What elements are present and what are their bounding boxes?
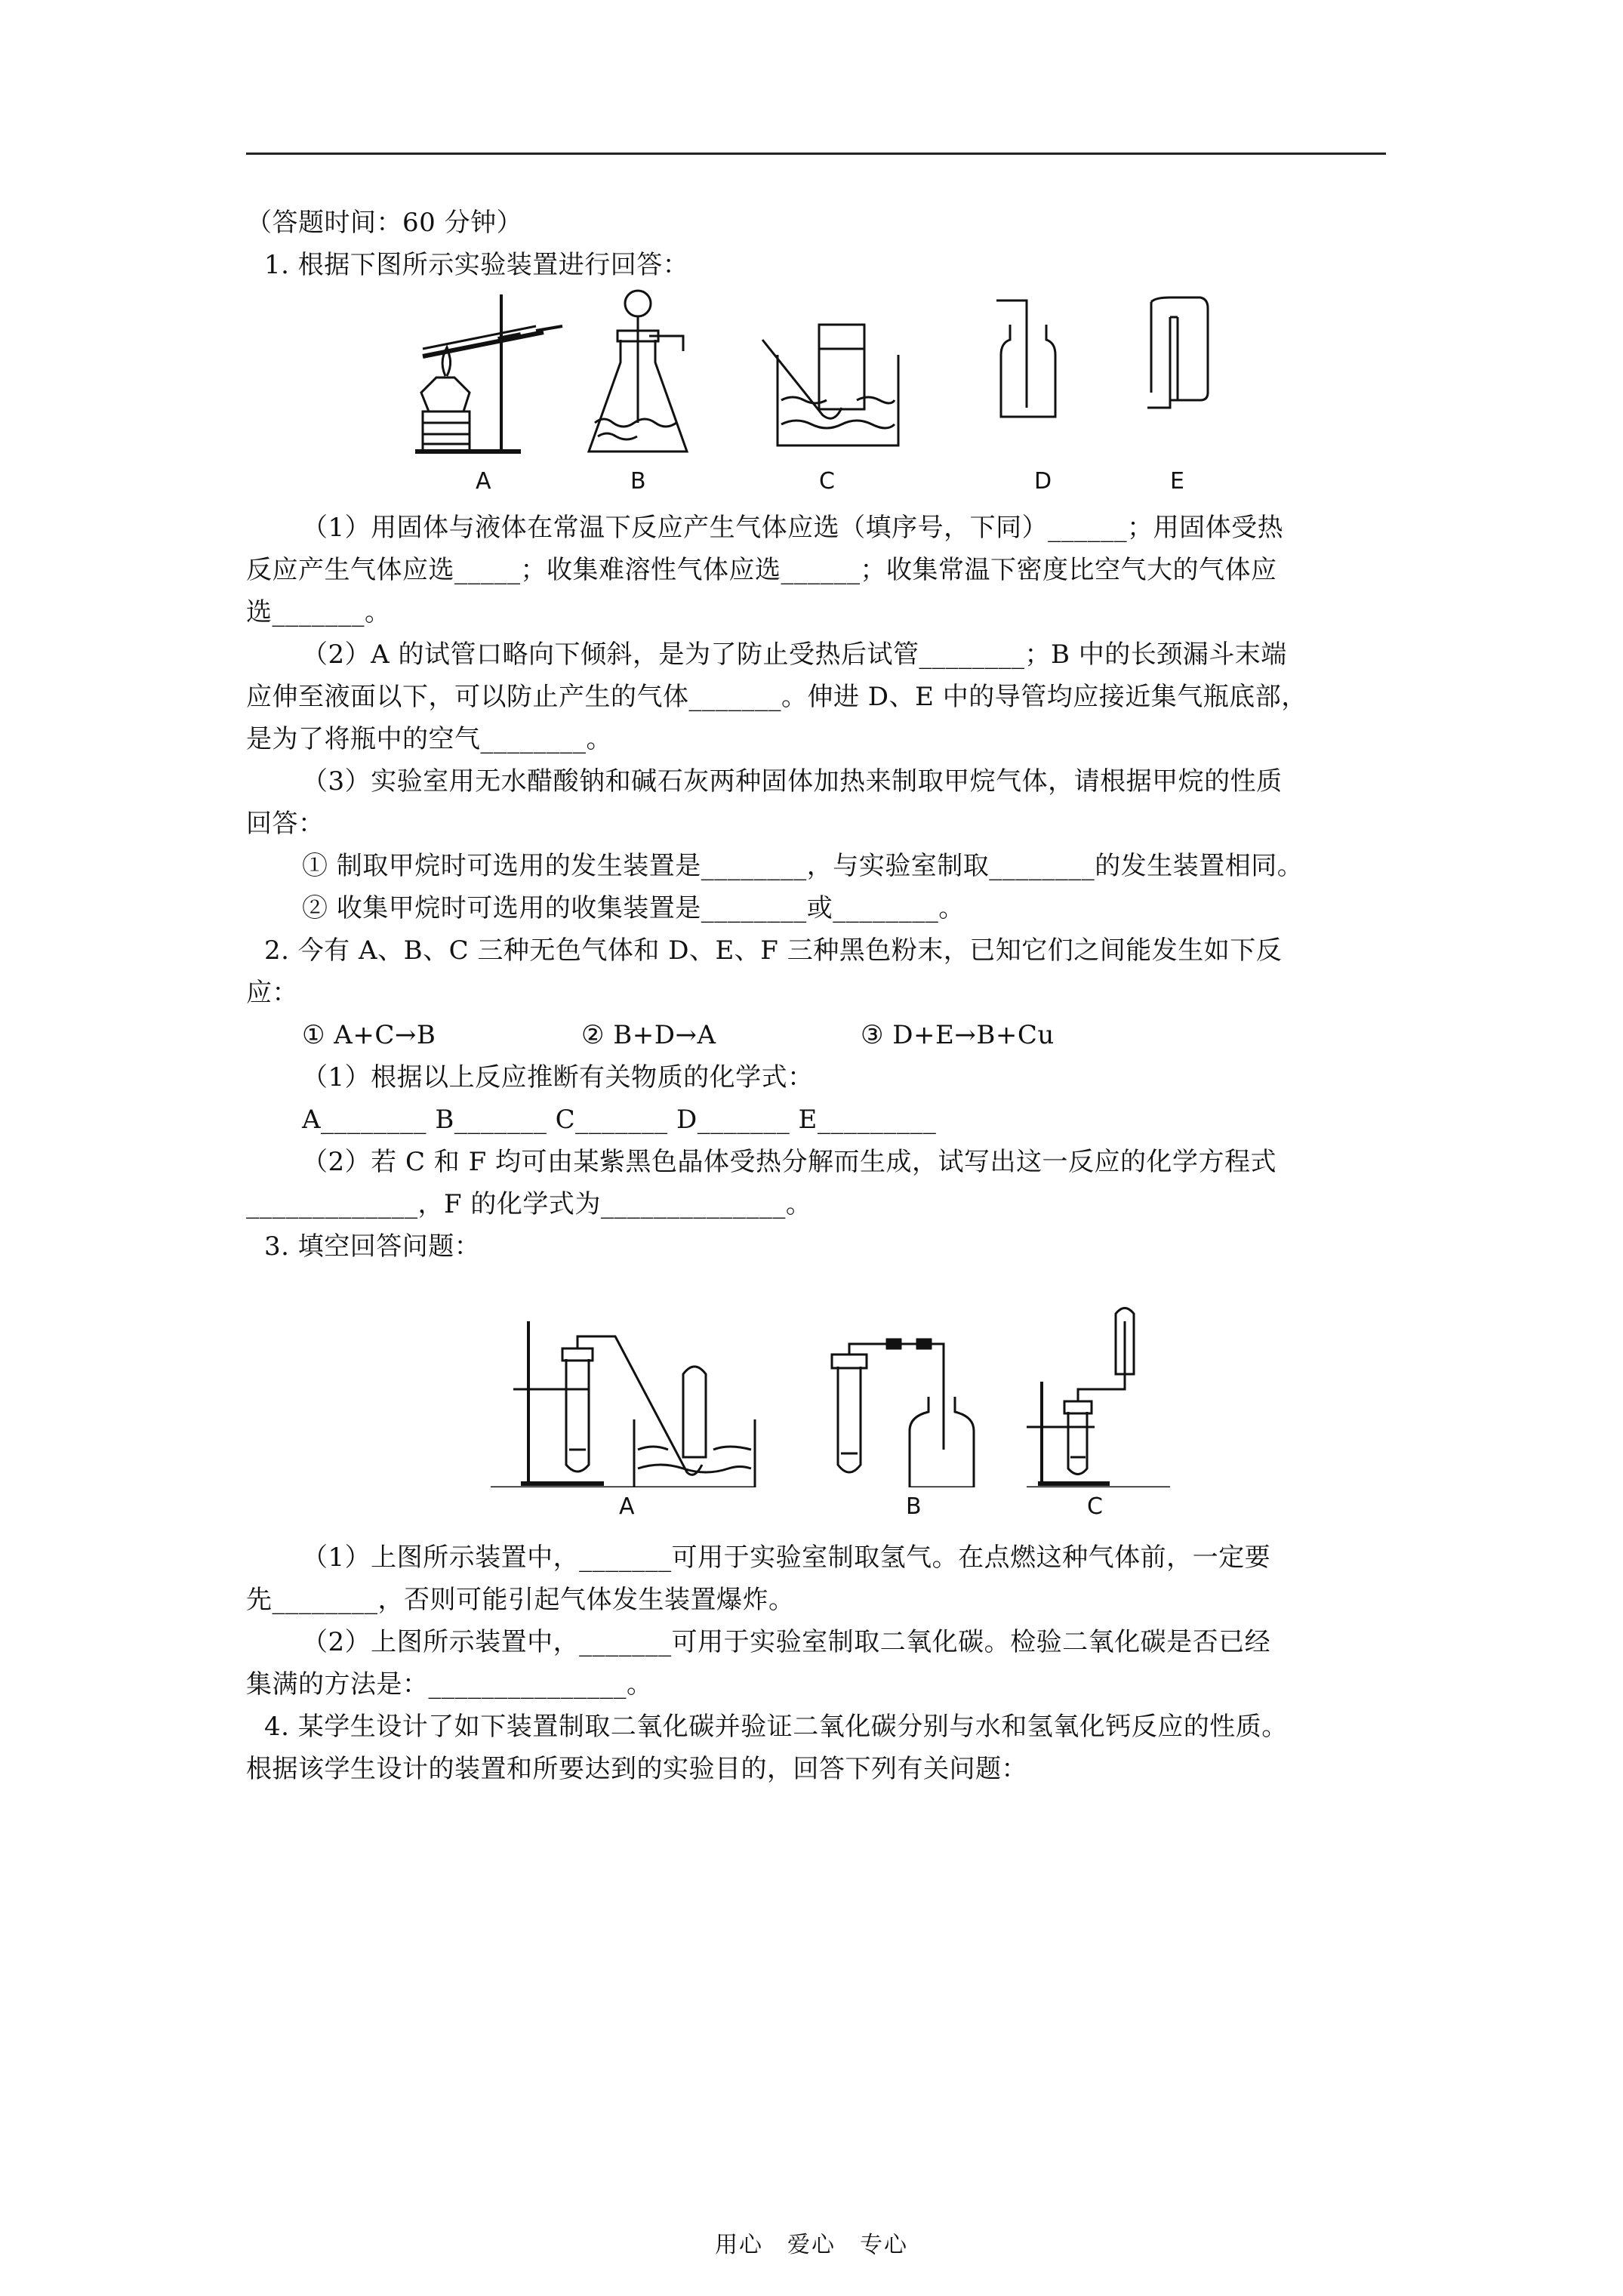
q2-part2-line1: （2）若 C 和 F 均可由某紫黑色晶体受热分解而生成，试写出这一反应的化学方程式 (302, 1147, 1277, 1177)
apparatus-3b-drawing (832, 1339, 974, 1487)
q1-figure-label-b: B (630, 468, 646, 495)
q1-stem: 1. 根据下图所示实验装置进行回答： (264, 250, 689, 280)
q2-part1: （1）根据以上反应推断有关物质的化学式： (302, 1062, 814, 1093)
apparatus-3c-drawing (1027, 1308, 1170, 1488)
header-rule (246, 153, 1386, 155)
q1-figure-label-d: D (1034, 468, 1052, 495)
time-note: （答题时间：60 分钟） (246, 208, 523, 238)
q1-part3-line1: （3）实验室用无水醋酸钠和碱石灰两种固体加热来制取甲烷气体，请根据甲烷的性质 (302, 766, 1283, 797)
q1-part3-line2: 回答： (246, 809, 325, 839)
q1-figure-label-a: A (476, 468, 491, 495)
q3-stem: 3. 填空回答问题： (264, 1231, 481, 1262)
q1-part3-item2: ② 收集甲烷时可选用的收集装置是________或________。 (302, 893, 965, 923)
apparatus-b-drawing (589, 291, 687, 451)
q1-figure-label-e: E (1170, 468, 1184, 495)
q1-part2-line1: （2）A 的试管口略向下倾斜，是为了防止受热后试管________；B 中的长颈漏斗末端 (302, 639, 1287, 670)
q1-part2-line3: 是为了将瓶中的空气________。 (246, 724, 612, 754)
q2-reaction-3: ③ D+E→B+Cu (861, 1020, 1055, 1050)
q3-part2-line2: 集满的方法是：_______________。 (246, 1669, 653, 1700)
q3-apparatus-figure (483, 1299, 1178, 1520)
q2-stem-line2: 应： (246, 978, 298, 1008)
apparatus-c-drawing (762, 325, 898, 445)
apparatus-a-drawing (415, 294, 562, 451)
q4-stem-line1: 4. 某学生设计了如下装置制取二氧化碳并验证二氧化碳分别与水和氢氧化钙反应的性质。 (264, 1712, 1288, 1742)
q3-figure-label-b: B (906, 1493, 922, 1520)
q3-part2-line1: （2）上图所示装置中，_______可用于实验室制取二氧化碳。检验二氧化碳是否已经 (302, 1627, 1271, 1657)
q1-part3-item1: ① 制取甲烷时可选用的发生装置是________，与实验室制取________的发生装置相同。 (302, 851, 1304, 881)
q2-reaction-1: ① A+C→B (302, 1020, 436, 1050)
q2-reaction-2: ② B+D→A (581, 1020, 716, 1050)
q3-part1-line1: （1）上图所示装置中，_______可用于实验室制取氢气。在点燃这种气体前，一定要 (302, 1542, 1271, 1573)
q2-stem-line1: 2. 今有 A、B、C 三种无色气体和 D、E、F 三种黑色粉末，已知它们之间能发生如下反 (264, 935, 1283, 966)
q4-stem-line2: 根据该学生设计的装置和所要达到的实验目的，回答下列有关问题： (246, 1754, 1027, 1784)
q3-figure-label-a: A (619, 1493, 635, 1520)
apparatus-3a-drawing (491, 1321, 755, 1487)
q1-part1-line1: （1）用固体与液体在常温下反应产生气体应选（填序号，下同）______；用固体受热 (302, 513, 1284, 543)
q1-part1-line2: 反应产生气体应选_____；收集难溶性气体应选______；收集常温下密度比空气大的气体应 (246, 555, 1277, 585)
apparatus-e-drawing (1147, 297, 1208, 408)
q1-figure-label-c: C (819, 468, 835, 495)
apparatus-d-drawing (996, 300, 1055, 417)
page-footer: 用心 爱心 专心 (715, 2232, 908, 2258)
q2-formula-blanks: A________ B_______ C_______ D_______ E_________ (302, 1105, 937, 1135)
q3-part1-line2: 先________，否则可能引起气体发生装置爆炸。 (246, 1585, 795, 1615)
q1-part2-line2: 应伸至液面以下，可以防止产生的气体_______。伸进 D、E 中的导管均应接近集气瓶底部， (246, 682, 1307, 712)
q1-apparatus-figure (400, 287, 1276, 498)
q2-part2-line2: _____________，F 的化学式为______________。 (246, 1189, 812, 1219)
q3-figure-label-c: C (1087, 1493, 1103, 1520)
q1-part1-line3: 选_______。 (246, 597, 391, 627)
